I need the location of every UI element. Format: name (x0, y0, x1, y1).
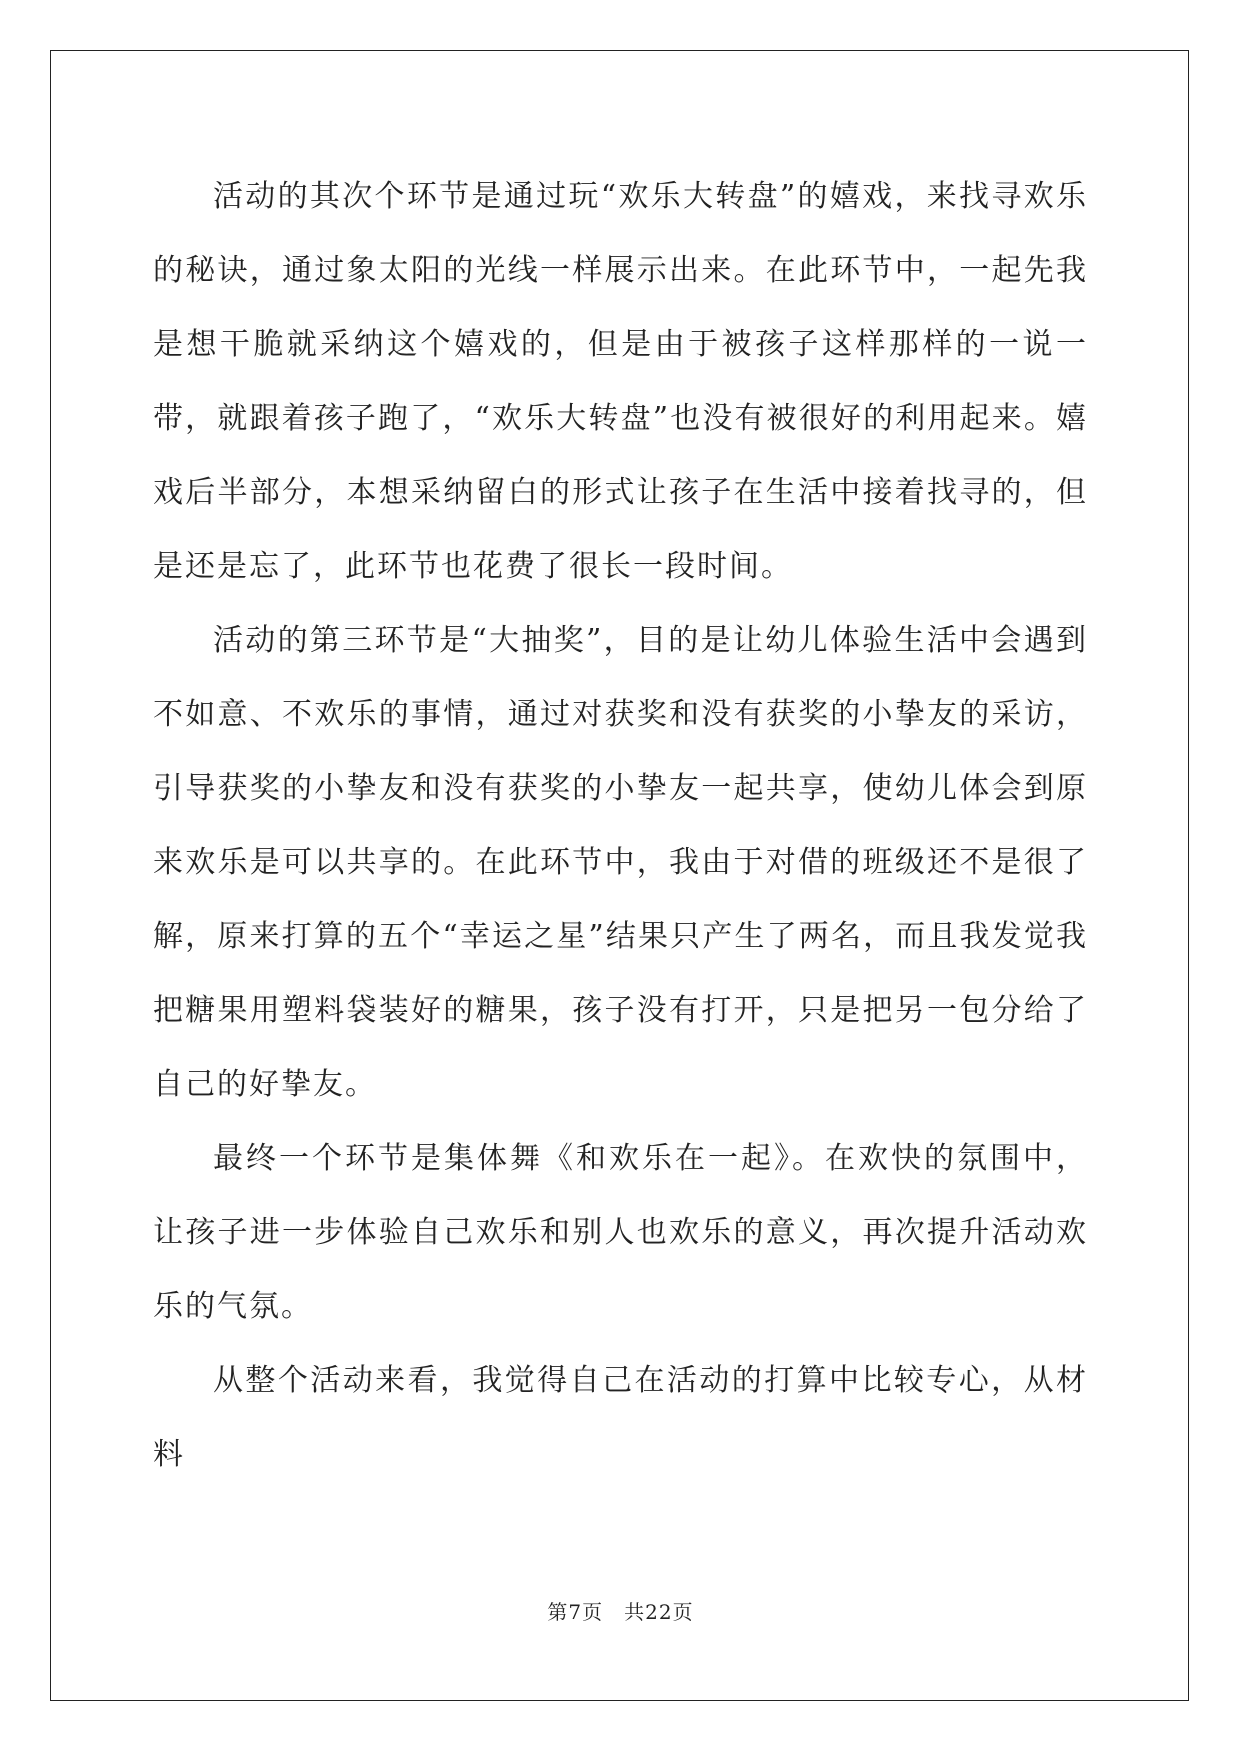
paragraph-3: 最终一个环节是集体舞《和欢乐在一起》。在欢快的氛围中，让孩子进一步体验自己欢乐和别人也欢乐的意义，再次提升活动欢乐的气氛。 (153, 1141, 1088, 1324)
paragraph-2: 活动的第三环节是“大抽奖”，目的是让幼儿体验生活中会遇到不如意、不欢乐的事情，通过对获奖和没有获奖的小挚友的采访，引导获奖的小挚友和没有获奖的小挚友一起共享，使幼儿体会到原来欢乐是可以共享的。在此环节中，我由于对借的班级还不是很了解，原来打算的五个“幸运之星”结果只产生了两名，而且我发觉我把糖果用塑料袋装好的糖果，孩子没有打开，只是把另一包分给了自己的好挚友。 (153, 623, 1088, 1102)
paragraph-1: 活动的其次个环节是通过玩“欢乐大转盘”的嬉戏，来找寻欢乐的秘诀，通过象太阳的光线一样展示出来。在此环节中，一起先我是想干脆就采纳这个嬉戏的，但是由于被孩子这样那样的一说一带，就跟着孩子跑了，“欢乐大转盘”也没有被很好的利用起来。嬉戏后半部分，本想采纳留白的形式让孩子在生活中接着找寻的，但是还是忘了，此环节也花费了很长一段时间。 (153, 179, 1088, 584)
page-number-footer: 第7页 共22页 (547, 1600, 694, 1624)
paragraph-4: 从整个活动来看，我觉得自己在活动的打算中比较专心，从材料 (153, 1363, 1088, 1472)
document-body (153, 160, 1088, 1492)
